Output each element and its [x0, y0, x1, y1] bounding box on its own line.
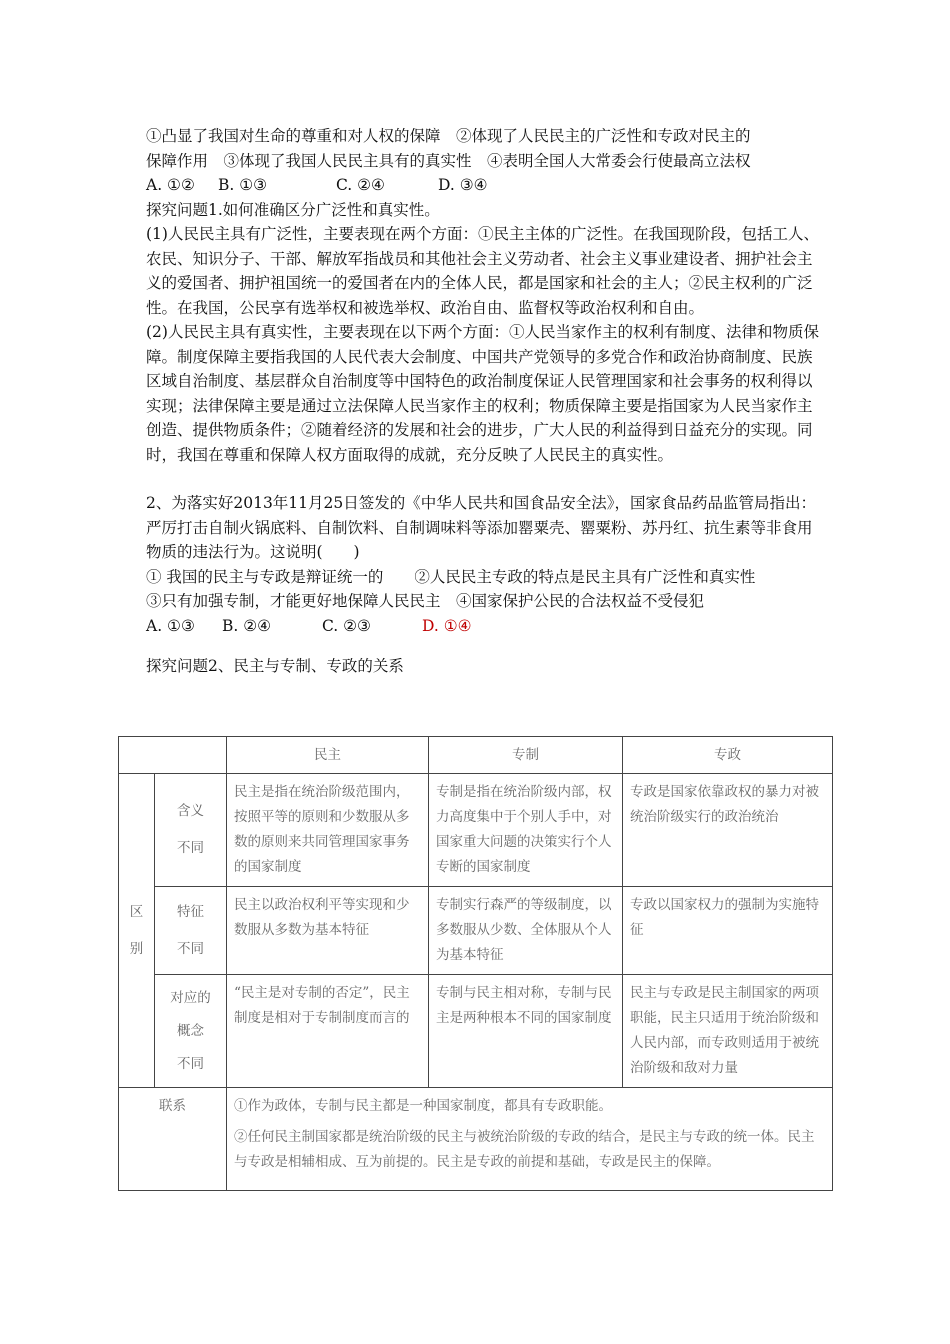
table-row: [119, 774, 833, 887]
q2-options-line2: ③只有加强专制，才能更好地保障人民民主 ④国家保护公民的合法权益不受侵犯: [146, 592, 705, 610]
explore1-para2: (2)人民民主具有真实性，主要表现在以下两个方面：①人民当家作主的权利有制度、法律和物质保障。制度保障主要指我国的人民代表大会制度、中国共产党领导的多党合作和政治协商制度、民族区域自治制度、基层群众自治制度等中国特色的政治制度保证人民管理国家和社会事务的权利得以实现；法律保障主要是通过立法保障人民当家作主的权利；物质保障主要是指国家为人民当家作主创造、提供物质条件；②随着经济的发展和社会的进步，广大人民的利益得到日益充分的实现。同时，我国在尊重和保障人权方面取得的成就，充分反映了人民民主的真实性。: [146, 323, 819, 464]
document-body: [146, 124, 826, 679]
cell-autocracy-concept: 专制与民主相对称，专制与民主是两种根本不同的国家制度: [429, 975, 623, 1088]
link-point-1: ①作为政体，专制与民主都是一种国家制度，都具有专政职能。: [234, 1098, 612, 1114]
explore2-title: 探究问题2、民主与专制、专政的关系: [146, 657, 404, 675]
q2-stem: 2、为落实好2013年11月25日签发的《中华人民共和国食品安全法》，国家食品药品监管局指出：严厉打击自制火锅底料、自制饮料、自制调味料等添加罂粟壳、罂粟粉、苏丹红、抗生素等非食用物质的违法行为。这说明( ): [146, 494, 817, 561]
explore1-title: 探究问题1.如何准确区分广泛性和真实性。: [146, 200, 440, 219]
q2-answer-b: B. ②④: [222, 616, 272, 635]
cell-autocracy-meaning: 专制是指在统治阶级内部，权力高度集中于个别人手中，对国家重大问题的决策实行个人专断的国家制度: [429, 774, 623, 887]
q2-answer-c: C. ②③: [322, 616, 371, 635]
group-label-difference: 区 别: [119, 774, 155, 1088]
q1-options-line2: 保障作用 ③体现了我国人民民主具有的真实性 ④表明全国人大常委会行使最高立法权: [146, 151, 751, 170]
q1-answer-d: D. ③④: [438, 176, 488, 194]
explore1-para1: (1)人民民主具有广泛性，主要表现在两个方面：①民主主体的广泛性。在我国现阶段，包括工人、农民、知识分子、干部、解放军指战员和其他社会主义劳动者、社会主义事业建设者、拥护社会主义的爱国者、拥护祖国统一的爱国者在内的全体人民，都是国家和社会的主人；②民主权利的广泛性。在我国，公民享有选举权和被选举权、政治自由、监督权等政治权利和自由。: [146, 225, 819, 317]
table-row: [119, 887, 833, 975]
cell-autocracy-feature: 专制实行森严的等级制度，以多数服从少数、全体服从个人为基本特征: [429, 887, 623, 975]
cell-dictatorship-concept: 民主与专政是民主制国家的两项职能，民主只适用于统治阶级和人民内部，而专政则适用于被统治阶级和敌对力量: [623, 975, 833, 1088]
row-label-link: 联系: [119, 1088, 227, 1191]
row-label-feature: 特征 不同: [155, 887, 227, 975]
row-label-meaning: 含义 不同: [155, 774, 227, 887]
table-row-link: [119, 1088, 833, 1191]
cell-dictatorship-feature: 专政以国家权力的强制为实施特征: [623, 887, 833, 975]
header-autocracy: 专制: [429, 737, 623, 774]
q1-answer-c: C. ②④: [336, 176, 385, 194]
cell-democracy-concept: “民主是对专制的否定”，民主制度是相对于专制制度而言的: [227, 975, 429, 1088]
q1-answers: [146, 173, 826, 198]
header-democracy: 民主: [227, 737, 429, 774]
cell-democracy-feature: 民主以政治权利平等实现和少数服从多数为基本特征: [227, 887, 429, 975]
header-dictatorship: 专政: [623, 737, 833, 774]
cell-dictatorship-meaning: 专政是国家依靠政权的暴力对被统治阶级实行的政治统治: [623, 774, 833, 887]
q2-answer-a: A. ①③: [146, 616, 195, 635]
table-row: [119, 975, 833, 1088]
q2-answers: [146, 614, 826, 639]
comparison-table: [118, 736, 833, 1191]
table-header-row: [119, 737, 833, 774]
q1-answer-b: B. ①③: [218, 176, 268, 194]
q2-answer-d: D. ①④: [422, 616, 472, 635]
q2-options-line1: ① 我国的民主与专政是辩证统一的 ②人民民主专政的特点是民主具有广泛性和真实性: [146, 567, 756, 586]
link-point-2: ②任何民主制国家都是统治阶级的民主与被统治阶级的专政的结合，是民主与专政的统一体。民主与专政是相辅相成、互为前提的。民主是专政的前提和基础，专政是民主的保障。: [234, 1129, 815, 1170]
cell-link: [227, 1088, 833, 1191]
q1-answer-a: A. ①②: [146, 176, 195, 194]
header-empty-cell: [119, 737, 227, 774]
q1-options-line1: ①凸显了我国对生命的尊重和对人权的保障 ②体现了人民民主的广泛性和专政对民主的: [146, 127, 751, 145]
cell-democracy-meaning: 民主是指在统治阶级范围内，按照平等的原则和少数服从多数的原则来共同管理国家事务的国家制度: [227, 774, 429, 887]
row-label-concept: 对应的 概念 不同: [155, 975, 227, 1088]
